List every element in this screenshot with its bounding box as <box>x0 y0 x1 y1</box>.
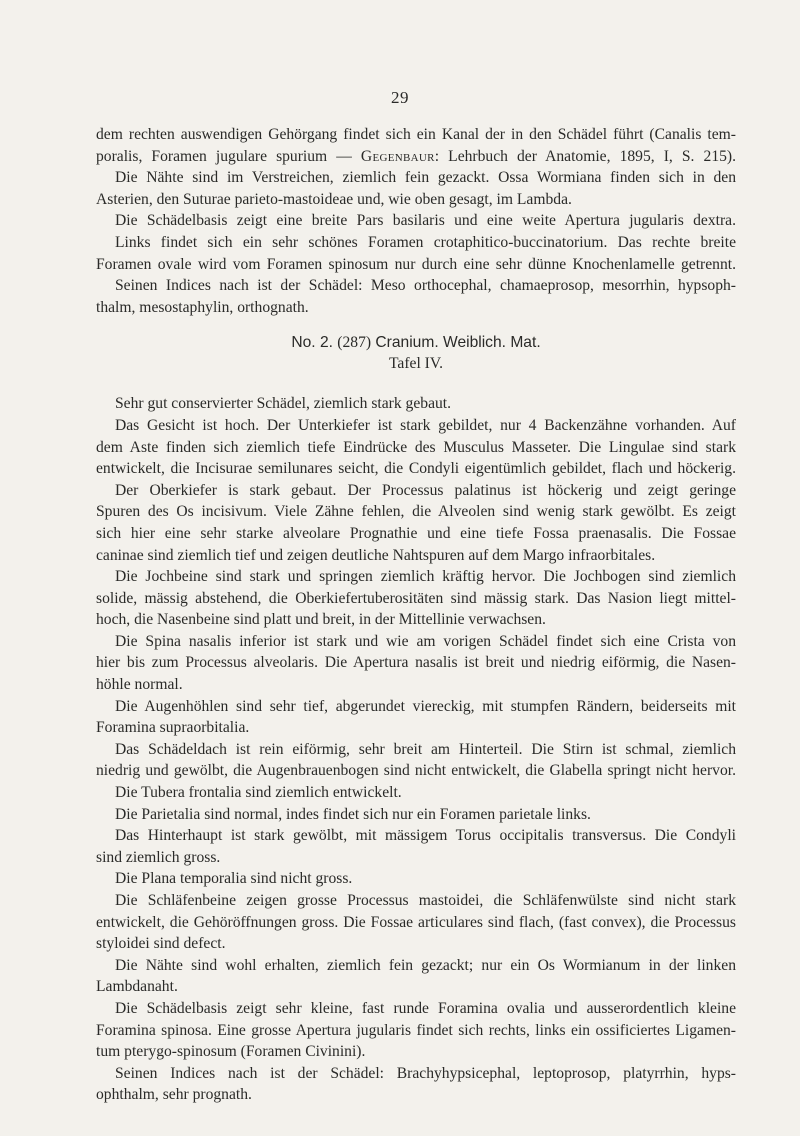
text-line <box>96 146 736 168</box>
text-line: thalm, mesostaphylin, orthognath. <box>96 298 309 316</box>
text-line: Sehr gut conservierter Schädel, ziemlich stark gebaut. <box>115 395 452 413</box>
page-content <box>96 124 736 1106</box>
text-line: niedrig und gewölbt, die Augenbrauenbogen sind nicht entwickelt, die Glabella springt nicht hervor. <box>96 762 736 780</box>
text-line: Die Schläfenbeine zeigen grosse Processus mastoidei, die Schläfenwülste sind nicht stark <box>115 892 736 909</box>
text-line: ophthalm, sehr prognath. <box>96 1086 252 1104</box>
text-line: Seinen Indices nach ist der Schädel: Meso orthocephal, chamaeprosop, mesorrhin, hypsoph- <box>115 277 736 295</box>
section-heading <box>96 332 736 374</box>
paragraph-body <box>96 393 736 1106</box>
catalog-number: (287) <box>337 334 372 352</box>
author-name: Gegenbaur <box>360 147 435 165</box>
text-line: solide, mässig abstehend, die Oberkiefertuberositäten sind mässig stark. Das Nasion liegt mittel- <box>96 589 736 607</box>
text-line: Die Schädelbasis zeigt sehr kleine, fast runde Foramina ovalia und ausserordentlich kleine <box>115 999 736 1017</box>
text-line: tum pterygo-spinosum (Foramen Civinini). <box>96 1043 366 1061</box>
text-line: styloidei sind defect. <box>96 935 226 953</box>
text-line: hier bis zum Processus alveolaris. Die Apertura nasalis ist breit und niedrig eiförmig, die Nasen- <box>96 654 736 672</box>
text-line: Lambdanaht. <box>96 978 178 996</box>
cranium-number: No. 2. <box>291 334 333 352</box>
text-line: Foramina supraorbitalia. <box>96 719 250 737</box>
text-line: Spuren des Os incisivum. Viele Zähne fehlen, die Alveolen sind wenig stark gewölbt. Es zeigt <box>96 503 736 521</box>
text-line: Die Parietalia sind normal, indes findet sich nur ein Foramen parietale links. <box>115 805 591 823</box>
text-line: dem Aste finden sich ziemlich tiefe Eindrücke des Musculus Masseter. Die Lingulae sind stark <box>96 438 736 456</box>
text-line: sind ziemlich gross. <box>96 848 221 866</box>
text-segment: poralis, Foramen jugulare spurium — <box>96 147 361 165</box>
text-line: entwickelt, die Incisurae semilunares seicht, die Condyli eigentümlich gebildet, flach und höckerig. <box>96 460 736 478</box>
text-line: Die Tubera frontalia sind ziemlich entwickelt. <box>115 784 402 802</box>
paragraph-canalis <box>96 124 736 318</box>
text-line: Das Schädeldach ist rein eiförmig, sehr breit am Hinterteil. Die Stirn ist schmal, ziemlich <box>115 740 736 758</box>
text-line: Seinen Indices nach ist der Schädel: Brachyhypsicephal, leptoprosop, platyrrhin, hyps- <box>115 1064 736 1082</box>
text-line: caninae sind ziemlich tief und zeigen deutliche Nahtspuren auf dem Margo infraorbitales. <box>96 546 656 564</box>
text-line: Foramen ovale wird vom Foramen spinosum nur durch eine sehr dünne Knochenlamelle getrennt. <box>96 255 736 273</box>
text-line: Die Jochbeine sind stark und springen ziemlich kräftig hervor. Die Jochbogen sind ziemlich <box>115 568 736 586</box>
text-line: Das Gesicht ist hoch. Der Unterkiefer ist stark gebildet, nur 4 Backenzähne vorhanden. Auf <box>115 416 736 434</box>
page-number: 29 <box>391 88 409 107</box>
text-line: Die Nähte sind wohl erhalten, ziemlich fein gezackt; nur ein Os Wormianum in der linken <box>115 956 736 974</box>
plate-reference: Tafel IV. <box>388 355 444 373</box>
text-line: dem rechten auswendigen Gehörgang findet sich ein Kanal der in den Schädel führt (Canalis tem- <box>96 126 736 143</box>
cranium-title <box>96 332 736 354</box>
text-line: Links findet sich ein sehr schönes Foramen crotaphitico-buccinatorium. Das rechte breite <box>115 233 736 251</box>
text-line: Die Plana temporalia sind nicht gross. <box>115 870 353 888</box>
text-line: Die Spina nasalis inferior ist stark und wie am vorigen Schädel findet sich eine Crista von <box>115 632 736 650</box>
text-segment: : Lehrbuch der Anatomie, 1895, I, S. 215). <box>434 147 737 165</box>
cranium-description: Cranium. Weiblich. Mat. <box>375 334 541 352</box>
text-line: Die Schädelbasis zeigt eine breite Pars basilaris und eine weite Apertura jugularis dextra. <box>115 212 736 230</box>
text-line: höhle normal. <box>96 676 183 694</box>
text-line: Das Hinterhaupt ist stark gewölbt, mit mässigem Torus occipitalis transversus. Die Condyli <box>115 827 736 845</box>
text-line: hoch, die Nasenbeine sind platt und breit, in der Mittellinie verwachsen. <box>96 611 546 629</box>
text-line: Die Augenhöhlen sind sehr tief, abgerundet viereckig, mit stumpfen Rändern, beiderseits mit <box>115 697 736 715</box>
text-line: Asterien, den Suturae parieto-mastoideae und, wie oben gesagt, im Lambda. <box>96 190 572 208</box>
text-line: sich hier eine sehr starke alveolare Prognathie und eine tiefe Fossa praenasalis. Die Fossae <box>96 524 736 542</box>
text-line: Die Nähte sind im Verstreichen, ziemlich fein gezackt. Ossa Wormiana finden sich in den <box>115 169 736 187</box>
text-line: entwickelt, die Gehöröffnungen gross. Die Fossae articulares sind flach, (fast convex), die Processus <box>96 913 736 931</box>
text-line: Foramina spinosa. Eine grosse Apertura jugularis findet sich rechts, links ein ossificiertes Ligamen- <box>96 1021 736 1039</box>
text-line: Der Oberkiefer is stark gebaut. Der Processus palatinus ist höckerig und zeigt geringe <box>115 481 736 499</box>
